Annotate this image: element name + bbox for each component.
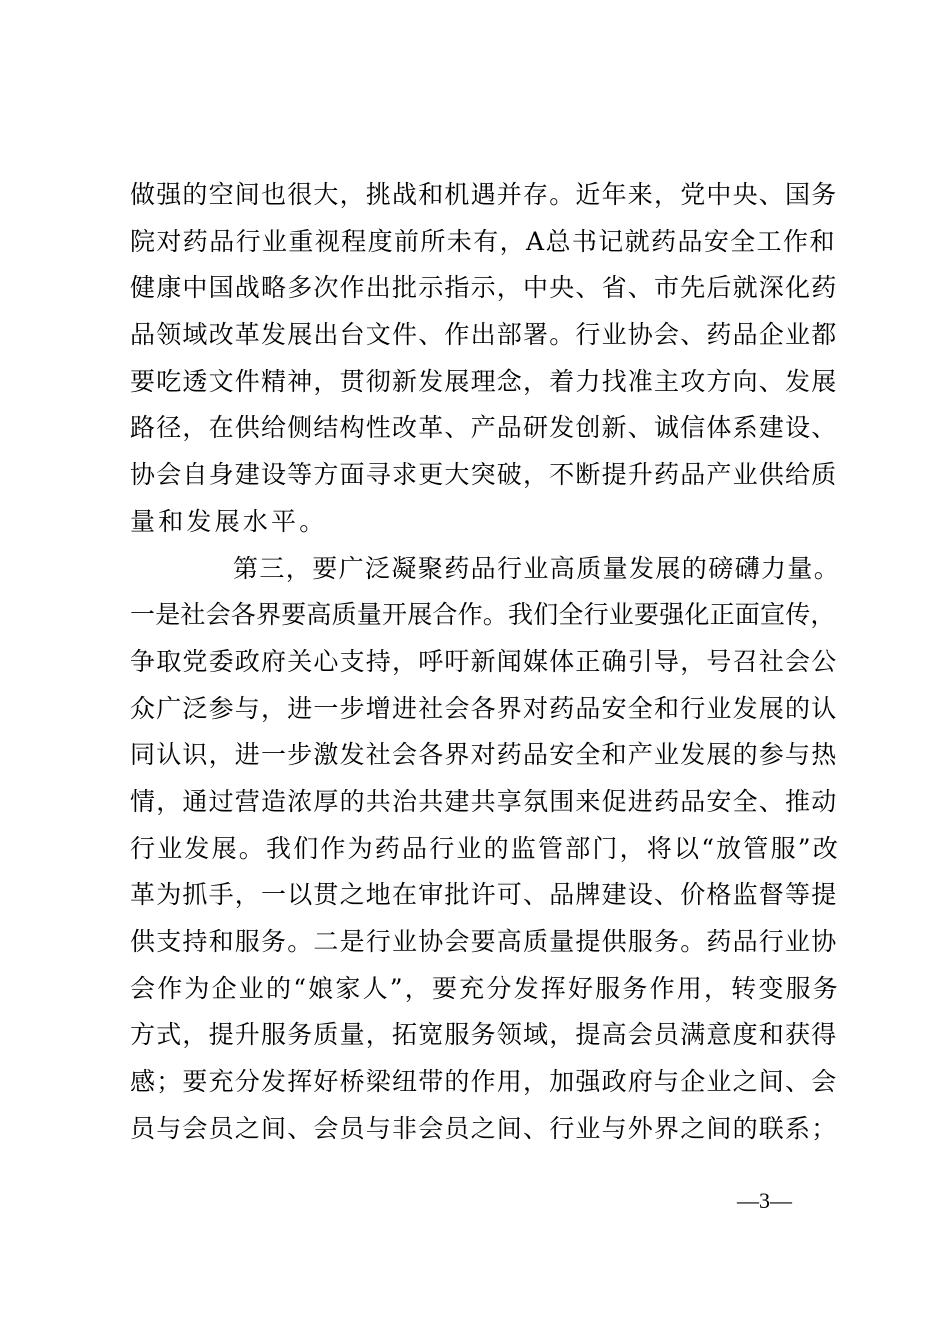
- body-text: [130, 172, 840, 1152]
- text-line: 方式，提升服务质量，拓宽服务领域，提高会员满意度和获得: [130, 1020, 838, 1050]
- page-number: —3—: [737, 1188, 792, 1213]
- text-line: 做强的空间也很大，挑战和机遇并存。近年来，党中央、国务: [130, 180, 838, 209]
- text-line: 革为抓手，一以贯之地在审批许可、品牌建设、价格监督等提: [130, 880, 838, 910]
- text-line: 健康中国战略多次作出批示指示，中央、省、市先后就深化药: [130, 273, 838, 303]
- text-line: 员与会员之间、会员与非会员之间、行业与外界之间的联系；: [130, 1113, 838, 1143]
- text-line: 行业发展。我们作为药品行业的监管部门，将以“放管服”改: [130, 833, 840, 863]
- section-heading-line: 第三，要广泛凝聚药品行业高质量发展的磅礴力量。: [233, 553, 841, 583]
- text-line: 争取党委政府关心支持，呼吁新闻媒体正确引导，号召社会公: [130, 646, 838, 676]
- text-line: 路径，在供给侧结构性改革、产品研发创新、诚信体系建设、: [130, 413, 838, 443]
- text-line: 感；要充分发挥好桥梁纽带的作用，加强政府与企业之间、会: [130, 1067, 838, 1097]
- text-line: 协会自身建设等方面寻求更大突破，不断提升药品产业供给质: [130, 460, 838, 490]
- text-line: 会作为企业的“娘家人”，要充分发挥好服务作用，转变服务: [130, 973, 840, 1003]
- text-line: 情，通过营造浓厚的共治共建共享氛围来促进药品安全、推动: [130, 786, 838, 816]
- text-line: 供支持和服务。二是行业协会要高质量提供服务。药品行业协: [130, 927, 838, 956]
- text-line: 同认识，进一步激发社会各界对药品安全和产业发展的参与热: [130, 740, 838, 770]
- text-line: 院对药品行业重视程度前所未有，A总书记就药品安全工作和: [130, 226, 836, 256]
- text-line: 一是社会各界要高质量开展合作。我们全行业要强化正面宣传，: [130, 600, 836, 630]
- text-line: 量和发展水平。: [130, 506, 328, 536]
- text-line: 要吃透文件精神，贯彻新发展理念，着力找准主攻方向、发展: [130, 366, 838, 396]
- text-line: 品领域改革发展出台文件、作出部署。行业协会、药品企业都: [130, 320, 838, 350]
- text-line: 众广泛参与，进一步增进社会各界对药品安全和行业发展的认: [130, 693, 838, 723]
